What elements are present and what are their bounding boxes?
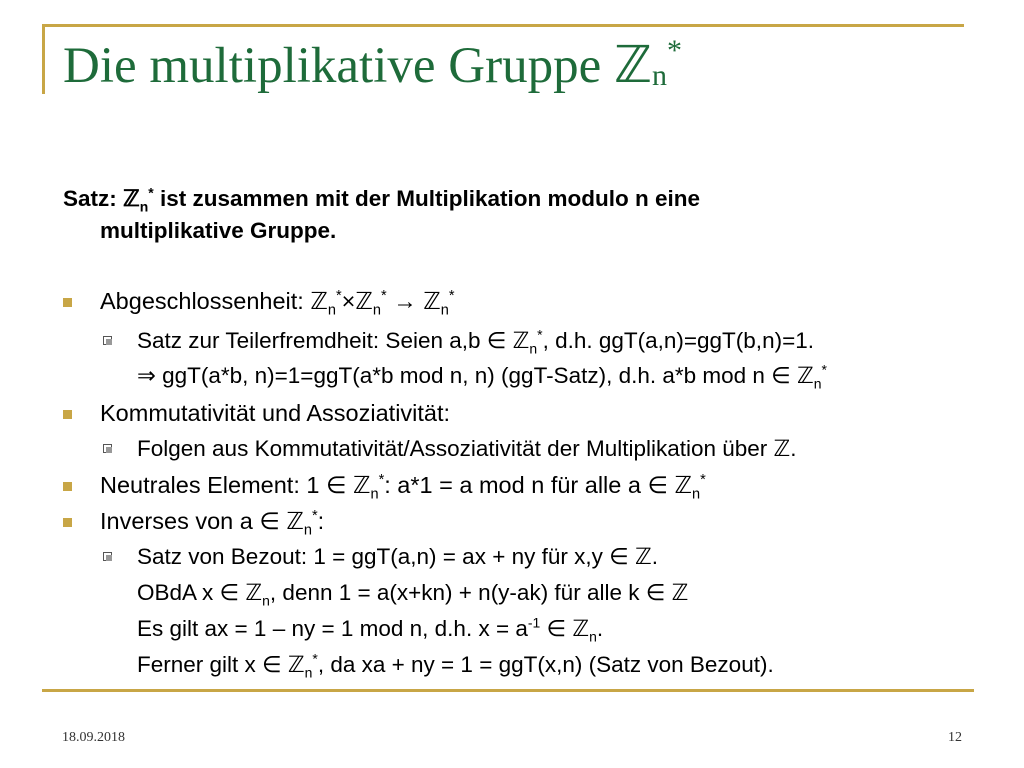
frame-left-rule <box>42 24 45 94</box>
commutativity-item: Kommutativität und Assoziativität: <box>100 400 451 426</box>
theorem-line-1: Satz: ℤ$_n$* ist zusammen mit der Multiplikation modulo n eine <box>63 184 701 215</box>
bullet-square-icon <box>63 482 72 491</box>
ferner-line: Ferner gilt x ∈ ℤ$_n$*, da xa + ny = 1 = ggT(x,n) (Satz von Bezout). <box>137 650 774 681</box>
bullet-square-icon <box>63 298 72 307</box>
bezout-subitem: Satz von Bezout: 1 = ggT(a,n) = ax + ny für x,y ∈ ℤ. <box>137 544 658 569</box>
closure-item: Abgeschlossenheit: ℤ$_n$*×ℤ$_n$* → ℤ$_n$* <box>100 288 455 319</box>
bullet-square-icon <box>63 518 72 527</box>
frame-top-rule <box>42 24 964 27</box>
bullet-square-icon <box>63 410 72 419</box>
inverse-formula-line: Es gilt ax = 1 – ny = 1 mod n, d.h. $x = a^{-1}$ ∈ ℤ$_n$. <box>137 614 604 645</box>
sub-bullet-box-icon <box>103 336 112 345</box>
footer-date: 18.09.2018 <box>62 730 125 745</box>
slide-title: Die multiplikative Gruppe ℤn* <box>63 34 682 94</box>
obda-line: OBdA x ∈ ℤ$_n$, denn 1 = a(x+kn) + n(y-ak) für alle k ∈ ℤ <box>137 580 689 609</box>
neutral-element-item: Neutrales Element: 1 ∈ ℤ$_n$*: a*1 = a mod n für alle a ∈ ℤ$_n$* <box>100 472 706 503</box>
page-number: 12 <box>948 730 962 745</box>
inverse-item: Inverses von a ∈ ℤ$_n$*: <box>100 508 325 539</box>
closure-subitem: Satz zur Teilerfremdheit: Seien a,b ∈ ℤ$_n$*, d.h. ggT(a,n)=ggT(b,n)=1. <box>137 326 814 357</box>
sub-bullet-box-icon <box>103 552 112 561</box>
frame-bottom-rule <box>42 689 974 692</box>
sub-bullet-box-icon <box>103 444 112 453</box>
commutativity-subitem: Folgen aus Kommutativität/Assoziativität der Multiplikation über ℤ. <box>137 436 797 461</box>
theorem-line-2: multiplikative Gruppe. <box>100 218 337 243</box>
closure-conclusion: ⇒ ggT(a*b, n)=1=ggT(a*b mod n, n) (ggT-Satz), d.h. a*b mod n ∈ ℤ$_n$* <box>137 361 827 392</box>
